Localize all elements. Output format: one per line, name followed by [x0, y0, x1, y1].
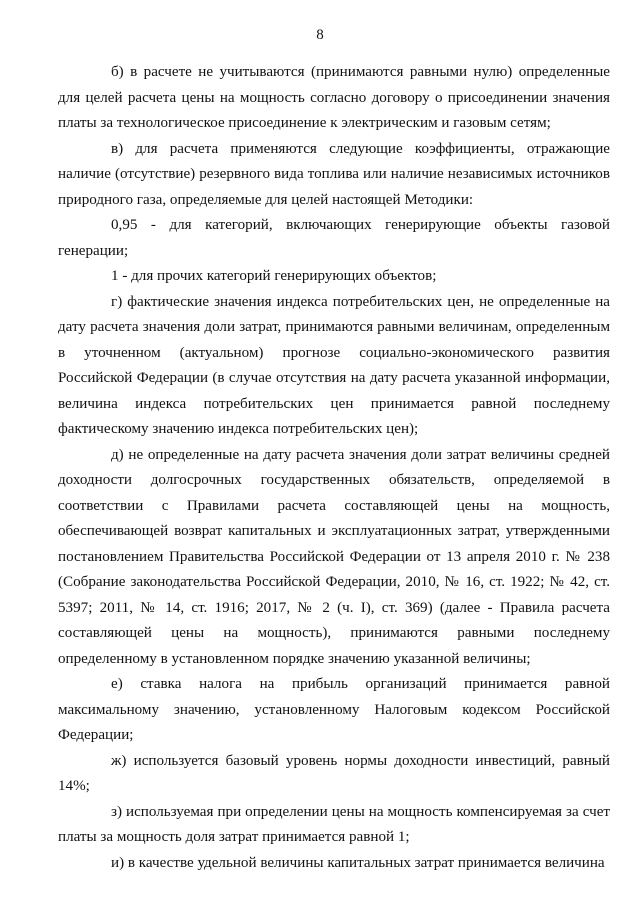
paragraph-z: з) используемая при определении цены на мощность компенсируемая за счет платы за мощность доля затрат принимается равной 1; — [58, 803, 610, 845]
paragraph-e: е) ставка налога на прибыль организаций принимается равной максимальному значению, установленному Налоговым кодексом Российской Федерации; — [58, 676, 610, 743]
paragraph-d: д) не определенные на дату расчета значения доли затрат величины средней доходности долгосрочных государственных обязательств, определяемой в соответствии с Правилами расчета составляющей цены на мощность, обеспечивающей возврат капитальных и эксплуатационных затрат, утвержденными постановлением Правительства Российской Федерации от 13 апреля 2010 г. № 238 (Собрание законодательства Российской Федерации, 2010, № 16, ст. 1922; № 42, ст. 5397; 2011, № 14, ст. 1916; 2017, № 2 (ч. I), ст. 369) (далее - Правила расчета составляющей цены на мощность), принимаются равными последнему определенному в установленном порядке значению указанной величины; — [58, 446, 610, 667]
page-number: 8 — [316, 27, 324, 43]
document-body — [58, 60, 610, 876]
paragraph-g: г) фактические значения индекса потребительских цен, не определенные на дату расчета значения доли затрат, принимаются равными величинам, определенным в уточненном (актуальном) прогнозе социально-экономического развития Российской Федерации (в случае отсутствия на дату расчета указанной информации, величина индекса потребительских цен принимается равной последнему фактическому значению индекса потребительских цен); — [58, 293, 610, 437]
paragraph-zh: ж) используется базовый уровень нормы доходности инвестиций, равный 14%; — [58, 752, 610, 794]
paragraph-v: в) для расчета применяются следующие коэффициенты, отражающие наличие (отсутствие) резервного вида топлива или наличие независимых источников природного газа, определяемые для целей настоящей Методики: — [58, 140, 610, 208]
coefficient-other-categories: 1 - для прочих категорий генерирующих объектов; — [111, 268, 437, 284]
paragraph-b: б) в расчете не учитываются (принимаются равными нулю) определенные для целей расчета цены на мощность согласно договору о присоединении значения платы за технологическое присоединение к электрическим и газовым сетям; — [58, 64, 610, 131]
paragraph-i: и) в качестве удельной величины капитальных затрат принимается величина — [111, 854, 605, 871]
coefficient-gas-generation: 0,95 - для категорий, включающих генерирующие объекты газовой генерации; — [58, 217, 610, 259]
